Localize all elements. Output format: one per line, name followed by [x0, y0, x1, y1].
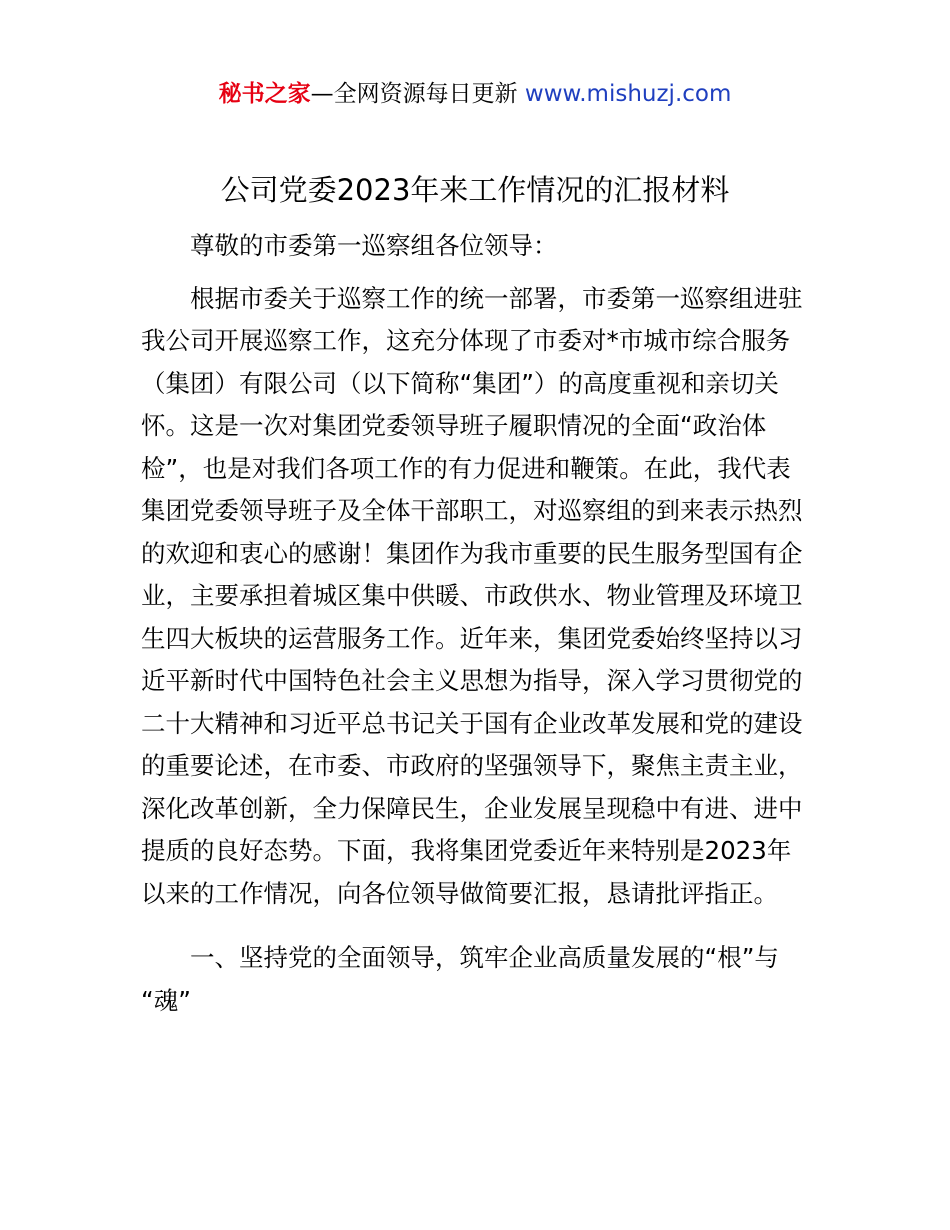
- paragraph-line: 近平新时代中国特色社会主义思想为指导，深入学习贯彻党的: [141, 666, 803, 695]
- document-title: 公司党委2023年来工作情况的汇报材料: [220, 173, 730, 207]
- header-slogan: —全网资源每日更新: [310, 81, 518, 107]
- paragraph-line: 业，主要承担着城区集中供暖、市政供水、物业管理及环境卫: [141, 581, 803, 610]
- paragraph-line: 的重要论述，在市委、市政府的坚强领导下，聚焦主责主业，: [141, 751, 803, 780]
- paragraph-line: （集团）有限公司（以下简称“集团”）的高度重视和亲切关: [141, 369, 779, 398]
- paragraph-line: 提质的良好态势。下面，我将集团党委近年来特别是2023年: [141, 836, 792, 865]
- brand-name: 秘书之家: [218, 81, 311, 107]
- paragraph-line: 我公司开展巡察工作，这充分体现了市委对*市城市综合服务: [141, 326, 791, 355]
- paragraph-line: 以来的工作情况，向各位领导做简要汇报，恳请批评指正。: [141, 879, 778, 908]
- paragraph-line: 根据市委关于巡察工作的统一部署，市委第一巡察组进驻: [190, 284, 803, 313]
- paragraph-line: 集团党委领导班子及全体干部职工，对巡察组的到来表示热烈: [141, 496, 803, 525]
- section-heading-line: 一、坚持党的全面领导，筑牢企业高质量发展的“根”与: [190, 943, 779, 972]
- paragraph-line: 生四大板块的运营服务工作。近年来，集团党委始终坚持以习: [141, 624, 803, 653]
- salutation: 尊敬的市委第一巡察组各位领导：: [190, 231, 558, 260]
- paragraph-line: 深化改革创新，全力保障民生，企业发展呈现稳中有进、进中: [141, 794, 803, 823]
- site-url-link[interactable]: www.mishuzj.com: [524, 81, 732, 107]
- paragraph-line: 怀。这是一次对集团党委领导班子履职情况的全面“政治体: [141, 411, 767, 440]
- paragraph-line: 检”，也是对我们各项工作的有力促进和鞭策。在此，我代表: [141, 454, 791, 483]
- section-heading-line: “魂”: [141, 986, 191, 1015]
- site-header: [0, 78, 950, 110]
- paragraph-line: 的欢迎和衷心的感谢！集团作为我市重要的民生服务型国有企: [141, 539, 803, 568]
- paragraph-line: 二十大精神和习近平总书记关于国有企业改革发展和党的建设: [141, 709, 803, 738]
